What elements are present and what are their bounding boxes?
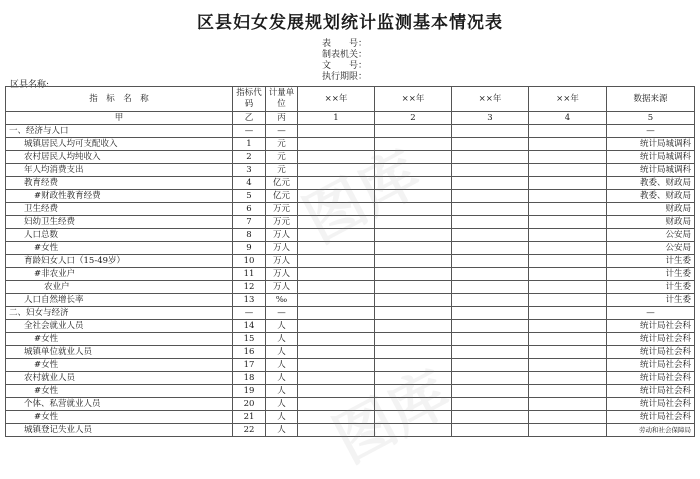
year-1-value-cell	[298, 216, 375, 229]
data-source-cell: 统计局城调科	[607, 164, 695, 177]
year-1-value-cell	[298, 411, 375, 424]
year-1-value-cell	[298, 125, 375, 138]
indicator-name-cell: 人口总数	[6, 229, 233, 242]
data-source-cell: 公安局	[607, 242, 695, 255]
year-4-value-cell	[529, 333, 607, 346]
unit-cell: 人	[266, 411, 298, 424]
year-1-value-cell	[298, 281, 375, 294]
table-row	[6, 424, 695, 437]
indicator-code-cell: 5	[233, 190, 266, 203]
header-year-3: ××年	[452, 87, 529, 112]
indicator-name-cell: 二、妇女与经济	[6, 307, 233, 320]
year-1-value-cell	[298, 320, 375, 333]
indicator-name-cell: 农村居民人均纯收入	[6, 151, 233, 164]
year-3-value-cell	[452, 190, 529, 203]
unit-cell: 人	[266, 424, 298, 437]
subheader-source: 5	[607, 112, 695, 125]
year-4-value-cell	[529, 398, 607, 411]
table-row	[6, 294, 695, 307]
unit-cell: 人	[266, 398, 298, 411]
indicator-code-cell: 9	[233, 242, 266, 255]
year-1-value-cell	[298, 242, 375, 255]
year-3-value-cell	[452, 346, 529, 359]
year-4-value-cell	[529, 307, 607, 320]
header-indicator-code: 指标代码	[233, 87, 266, 112]
year-2-value-cell	[375, 177, 452, 190]
indicator-code-cell: 11	[233, 268, 266, 281]
header-unit: 计量单位	[266, 87, 298, 112]
table-row	[6, 177, 695, 190]
year-3-value-cell	[452, 164, 529, 177]
year-1-value-cell	[298, 268, 375, 281]
year-4-value-cell	[529, 346, 607, 359]
year-3-value-cell	[452, 229, 529, 242]
data-source-cell: 劳动和社会保障局	[607, 424, 695, 437]
indicator-code-cell: 22	[233, 424, 266, 437]
watermark-text-2: 图库	[322, 358, 462, 477]
table-row	[6, 151, 695, 164]
table-row	[6, 268, 695, 281]
table-row	[6, 346, 695, 359]
unit-cell: 万人	[266, 268, 298, 281]
watermark-text: 图库	[292, 138, 432, 257]
year-4-value-cell	[529, 294, 607, 307]
year-3-value-cell	[452, 125, 529, 138]
year-4-value-cell	[529, 372, 607, 385]
year-2-value-cell	[375, 385, 452, 398]
unit-cell: 万人	[266, 242, 298, 255]
indicator-name-cell: #女性	[6, 242, 233, 255]
year-3-value-cell	[452, 151, 529, 164]
year-4-value-cell	[529, 229, 607, 242]
year-4-value-cell	[529, 411, 607, 424]
table-row	[6, 320, 695, 333]
unit-cell: 元	[266, 138, 298, 151]
year-4-value-cell	[529, 255, 607, 268]
unit-cell: 亿元	[266, 190, 298, 203]
indicator-code-cell: 7	[233, 216, 266, 229]
unit-cell: 人	[266, 346, 298, 359]
district-name-label: 区县名称:	[10, 80, 50, 90]
year-4-value-cell	[529, 125, 607, 138]
indicator-name-cell: 城镇单位就业人员	[6, 346, 233, 359]
year-1-value-cell	[298, 229, 375, 242]
unit-cell: 万人	[266, 255, 298, 268]
year-3-value-cell	[452, 203, 529, 216]
year-4-value-cell	[529, 359, 607, 372]
indicator-code-cell: 8	[233, 229, 266, 242]
header-year-4: ××年	[529, 87, 607, 112]
year-3-value-cell	[452, 385, 529, 398]
subheader-year-2: 2	[375, 112, 452, 125]
unit-cell: 亿元	[266, 177, 298, 190]
unit-cell: 万元	[266, 203, 298, 216]
year-4-value-cell	[529, 138, 607, 151]
indicator-code-cell: 15	[233, 333, 266, 346]
indicator-code-cell: 12	[233, 281, 266, 294]
statistics-table	[5, 86, 695, 437]
table-row	[6, 372, 695, 385]
subheader-indicator: 甲	[6, 112, 233, 125]
indicator-code-cell: 13	[233, 294, 266, 307]
header-year-1: ××年	[298, 87, 375, 112]
year-2-value-cell	[375, 268, 452, 281]
year-2-value-cell	[375, 307, 452, 320]
year-2-value-cell	[375, 294, 452, 307]
indicator-name-cell: 城镇登记失业人员	[6, 424, 233, 437]
year-2-value-cell	[375, 346, 452, 359]
data-source-cell: 统计局社会科	[607, 398, 695, 411]
subheader-year-4: 4	[529, 112, 607, 125]
year-1-value-cell	[298, 359, 375, 372]
year-2-value-cell	[375, 398, 452, 411]
indicator-name-cell: #女性	[6, 411, 233, 424]
unit-cell: 万人	[266, 229, 298, 242]
indicator-code-cell: —	[233, 307, 266, 320]
meta-form-number: 表 号：	[322, 39, 368, 49]
subheader-code: 乙	[233, 112, 266, 125]
indicator-code-cell: 10	[233, 255, 266, 268]
indicator-name-cell: 育龄妇女人口（15-49岁）	[6, 255, 233, 268]
year-4-value-cell	[529, 320, 607, 333]
unit-cell: 人	[266, 333, 298, 346]
year-2-value-cell	[375, 190, 452, 203]
data-source-cell: 统计局社会科	[607, 320, 695, 333]
meta-issuing-authority: 制表机关：	[322, 50, 368, 60]
year-3-value-cell	[452, 242, 529, 255]
year-2-value-cell	[375, 359, 452, 372]
indicator-name-cell: 年人均消费支出	[6, 164, 233, 177]
data-source-cell: 统计局社会科	[607, 359, 695, 372]
year-2-value-cell	[375, 138, 452, 151]
data-source-cell: 统计局城调科	[607, 151, 695, 164]
indicator-code-cell: 20	[233, 398, 266, 411]
data-source-cell: 财政局	[607, 216, 695, 229]
year-2-value-cell	[375, 229, 452, 242]
year-2-value-cell	[375, 333, 452, 346]
year-1-value-cell	[298, 333, 375, 346]
data-source-cell: 计生委	[607, 281, 695, 294]
year-1-value-cell	[298, 346, 375, 359]
year-1-value-cell	[298, 385, 375, 398]
indicator-name-cell: 妇幼卫生经费	[6, 216, 233, 229]
data-source-cell: 统计局社会科	[607, 411, 695, 424]
table-row	[6, 216, 695, 229]
indicator-name-cell: 人口自然增长率	[6, 294, 233, 307]
year-3-value-cell	[452, 333, 529, 346]
year-1-value-cell	[298, 255, 375, 268]
year-2-value-cell	[375, 255, 452, 268]
indicator-name-cell: 农村就业人员	[6, 372, 233, 385]
indicator-name-cell: 教育经费	[6, 177, 233, 190]
indicator-code-cell: 4	[233, 177, 266, 190]
indicator-name-cell: #女性	[6, 333, 233, 346]
year-4-value-cell	[529, 268, 607, 281]
data-source-cell: 计生委	[607, 268, 695, 281]
unit-cell: 元	[266, 164, 298, 177]
year-2-value-cell	[375, 424, 452, 437]
year-2-value-cell	[375, 203, 452, 216]
indicator-name-cell: 一、经济与人口	[6, 125, 233, 138]
year-4-value-cell	[529, 242, 607, 255]
year-3-value-cell	[452, 216, 529, 229]
indicator-name-cell: 全社会就业人员	[6, 320, 233, 333]
table-row	[6, 203, 695, 216]
form-meta-block	[322, 39, 367, 83]
indicator-name-cell: 卫生经费	[6, 203, 233, 216]
data-source-cell: 公安局	[607, 229, 695, 242]
year-4-value-cell	[529, 177, 607, 190]
unit-cell: —	[266, 307, 298, 320]
unit-cell: 人	[266, 372, 298, 385]
indicator-name-cell: 个体、私营就业人员	[6, 398, 233, 411]
indicator-code-cell: 16	[233, 346, 266, 359]
year-4-value-cell	[529, 203, 607, 216]
table-row	[6, 307, 695, 320]
year-3-value-cell	[452, 307, 529, 320]
year-4-value-cell	[529, 216, 607, 229]
unit-cell: 元	[266, 151, 298, 164]
year-2-value-cell	[375, 164, 452, 177]
year-1-value-cell	[298, 372, 375, 385]
meta-validity-period: 执行期限：	[322, 72, 368, 82]
table-row	[6, 164, 695, 177]
data-source-cell: —	[607, 125, 695, 138]
table-row	[6, 138, 695, 151]
data-source-cell: 教委、财政局	[607, 177, 695, 190]
indicator-name-cell: #女性	[6, 385, 233, 398]
year-3-value-cell	[452, 359, 529, 372]
year-2-value-cell	[375, 216, 452, 229]
indicator-code-cell: 3	[233, 164, 266, 177]
unit-cell: 人	[266, 385, 298, 398]
year-1-value-cell	[298, 164, 375, 177]
year-1-value-cell	[298, 151, 375, 164]
year-3-value-cell	[452, 398, 529, 411]
year-4-value-cell	[529, 424, 607, 437]
data-source-cell: 计生委	[607, 255, 695, 268]
data-source-cell: 统计局城调科	[607, 138, 695, 151]
year-3-value-cell	[452, 294, 529, 307]
year-2-value-cell	[375, 372, 452, 385]
subheader-year-3: 3	[452, 112, 529, 125]
indicator-code-cell: 21	[233, 411, 266, 424]
meta-document-number: 文 号：	[322, 61, 368, 71]
year-2-value-cell	[375, 242, 452, 255]
year-1-value-cell	[298, 190, 375, 203]
table-row	[6, 255, 695, 268]
header-year-2: ××年	[375, 87, 452, 112]
indicator-code-cell: 2	[233, 151, 266, 164]
table-row	[6, 385, 695, 398]
year-3-value-cell	[452, 411, 529, 424]
header-indicator-name: 指 标 名 称	[6, 87, 233, 112]
subheader-year-1: 1	[298, 112, 375, 125]
data-source-cell: 统计局社会科	[607, 346, 695, 359]
year-3-value-cell	[452, 424, 529, 437]
year-3-value-cell	[452, 255, 529, 268]
unit-cell: 人	[266, 320, 298, 333]
year-3-value-cell	[452, 138, 529, 151]
data-source-cell: 财政局	[607, 203, 695, 216]
year-4-value-cell	[529, 281, 607, 294]
year-1-value-cell	[298, 203, 375, 216]
year-3-value-cell	[452, 320, 529, 333]
unit-cell: 万元	[266, 216, 298, 229]
data-source-cell: —	[607, 307, 695, 320]
table-row	[6, 281, 695, 294]
year-3-value-cell	[452, 177, 529, 190]
year-1-value-cell	[298, 307, 375, 320]
unit-cell: 万人	[266, 281, 298, 294]
year-1-value-cell	[298, 177, 375, 190]
data-source-cell: 统计局社会科	[607, 372, 695, 385]
year-3-value-cell	[452, 372, 529, 385]
table-header-row	[6, 87, 695, 112]
indicator-name-cell: 农业户	[6, 281, 233, 294]
table-row	[6, 229, 695, 242]
data-source-cell: 统计局社会科	[607, 385, 695, 398]
year-4-value-cell	[529, 151, 607, 164]
year-1-value-cell	[298, 424, 375, 437]
table-row	[6, 333, 695, 346]
indicator-code-cell: 6	[233, 203, 266, 216]
table-row	[6, 398, 695, 411]
table-row	[6, 359, 695, 372]
unit-cell: —	[266, 125, 298, 138]
year-1-value-cell	[298, 294, 375, 307]
table-row	[6, 190, 695, 203]
indicator-code-cell: 1	[233, 138, 266, 151]
table-row	[6, 125, 695, 138]
indicator-name-cell: #非农业户	[6, 268, 233, 281]
data-source-cell: 教委、财政局	[607, 190, 695, 203]
table-row	[6, 411, 695, 424]
year-4-value-cell	[529, 385, 607, 398]
subheader-unit: 丙	[266, 112, 298, 125]
indicator-name-cell: #财政性教育经费	[6, 190, 233, 203]
page-title: 区县妇女发展规划统计监测基本情况表	[197, 13, 503, 33]
header-data-source: 数据来源	[607, 87, 695, 112]
year-1-value-cell	[298, 138, 375, 151]
year-4-value-cell	[529, 164, 607, 177]
data-source-cell: 统计局社会科	[607, 333, 695, 346]
data-source-cell: 计生委	[607, 294, 695, 307]
indicator-code-cell: 17	[233, 359, 266, 372]
year-2-value-cell	[375, 320, 452, 333]
table-row	[6, 242, 695, 255]
indicator-code-cell: 19	[233, 385, 266, 398]
table-subheader-row	[6, 112, 695, 125]
year-2-value-cell	[375, 411, 452, 424]
year-2-value-cell	[375, 281, 452, 294]
year-2-value-cell	[375, 125, 452, 138]
unit-cell: ‰	[266, 294, 298, 307]
year-4-value-cell	[529, 190, 607, 203]
indicator-code-cell: 14	[233, 320, 266, 333]
year-2-value-cell	[375, 151, 452, 164]
indicator-name-cell: #女性	[6, 359, 233, 372]
indicator-name-cell: 城镇居民人均可支配收入	[6, 138, 233, 151]
year-3-value-cell	[452, 268, 529, 281]
year-1-value-cell	[298, 398, 375, 411]
unit-cell: 人	[266, 359, 298, 372]
year-3-value-cell	[452, 281, 529, 294]
indicator-code-cell: 18	[233, 372, 266, 385]
indicator-code-cell: —	[233, 125, 266, 138]
